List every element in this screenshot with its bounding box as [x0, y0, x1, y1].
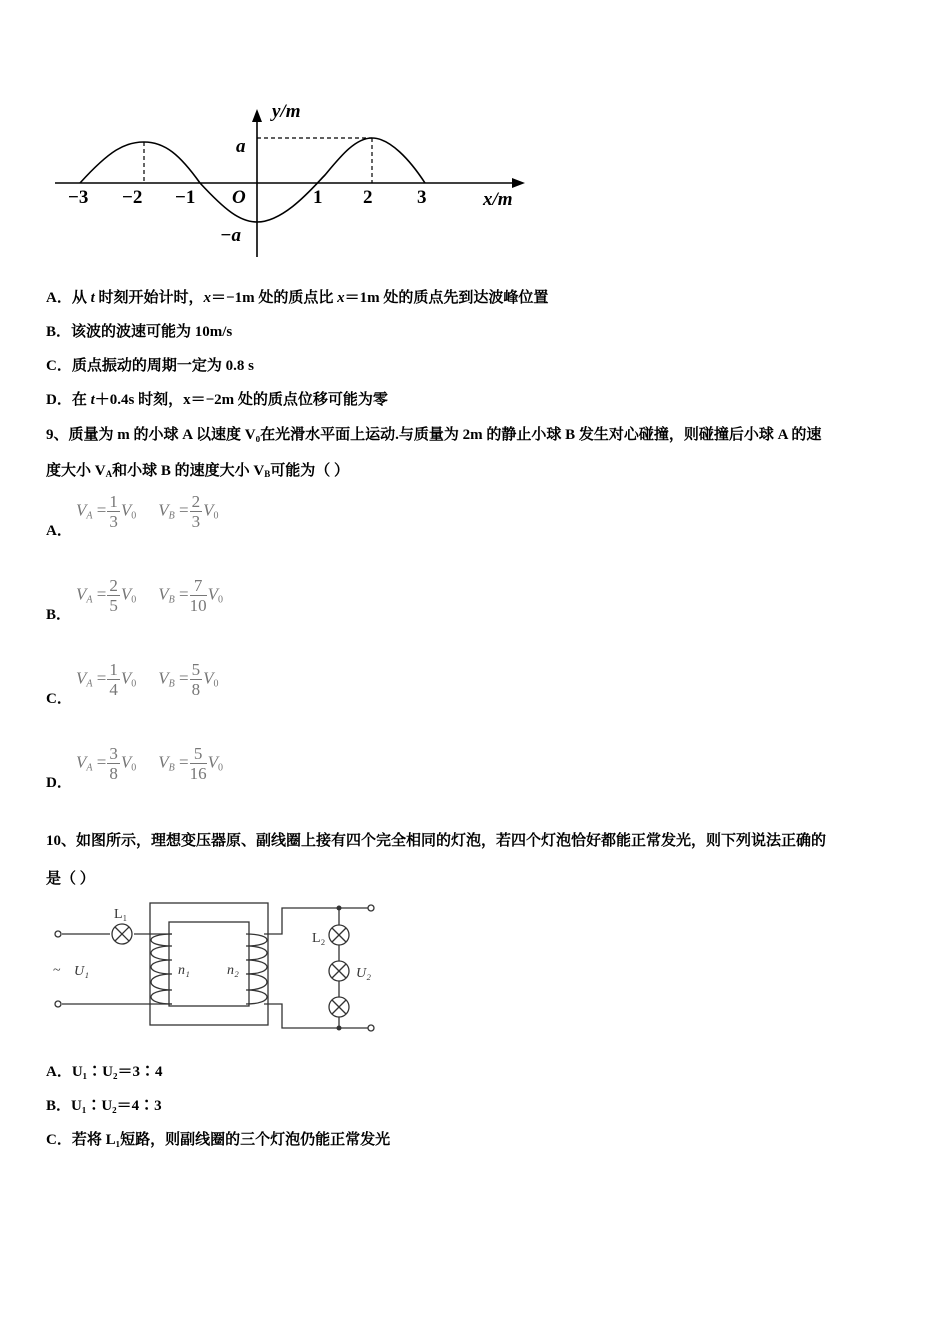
wave-graph: [40, 95, 540, 265]
terminal: [368, 1025, 374, 1031]
q9-option-c-label: C．: [46, 691, 72, 707]
n2-label: n₂: [227, 963, 239, 978]
y-axis-arrow: [252, 109, 262, 122]
q9-option-a-formula: VA = $\frac{1}{3}$ V0 VB = $\frac{2}{3}$ V0: [76, 492, 219, 531]
l1-label: L₁: [114, 907, 128, 922]
x-tick-neg1: −1: [175, 187, 196, 208]
lamp-l4-icon: [329, 997, 349, 1017]
ac-source-symbol: ~: [53, 963, 61, 978]
l2-label: L₂: [312, 931, 326, 946]
x-tick-1: 1: [313, 187, 323, 208]
neg-amplitude-label: −a: [220, 225, 242, 246]
x-axis-arrow: [512, 178, 525, 188]
lamp-l1-icon: [112, 924, 132, 944]
x-tick-2: 2: [363, 187, 373, 208]
q9-stem-line1: 9、质量为 m 的小球 A 以速度 V₀在光滑水平面上运动.与质量为 2m 的静止小球 B 发生对心碰撞，则碰撞后小球 A 的速: [46, 427, 822, 443]
q8-option-b: B．该波的波速可能为 10m/s: [46, 324, 233, 340]
q10-option-c: C．若将 L₁短路，则副线圈的三个灯泡仍能正常发光: [46, 1132, 391, 1148]
q10-option-a: A．U₁∶U₂＝3∶4: [46, 1064, 163, 1080]
y-axis-label: y/m: [272, 101, 301, 122]
q10-option-b: B．U₁∶U₂＝4∶3: [46, 1098, 162, 1114]
core-outer: [150, 903, 268, 1025]
q8-option-a: A．从 t 时刻开始计时，x＝−1m 处的质点比 x＝1m 处的质点先到达波峰位置: [46, 290, 549, 306]
q9-option-d-formula: VA = $\frac{3}{8}$ V0 VB = $\frac{5}{16}$ V0: [76, 744, 223, 783]
n1-label: n₁: [178, 963, 190, 978]
u2-label: U₂: [356, 966, 371, 981]
x-tick-neg2: −2: [122, 187, 143, 208]
q9-option-b-label: B．: [46, 607, 72, 623]
lamp-l2-icon: [329, 925, 349, 945]
q9-stem-line2: 度大小 $V_A$和小球 B 的速度大小 $V_B$可能为（ ）: [46, 463, 349, 479]
q8-option-c: C．质点振动的周期一定为 0.8 s: [46, 358, 254, 374]
terminal: [55, 1001, 61, 1007]
q9-option-c-formula: VA = $\frac{1}{4}$ V0 VB = $\frac{5}{8}$ V0: [76, 660, 219, 699]
x-axis-label: x/m: [483, 189, 513, 210]
q10-stem-line2: 是（ ）: [46, 871, 95, 887]
q10-stem-line1: 10、如图所示，理想变压器原、副线圈上接有四个完全相同的灯泡，若四个灯泡恰好都能正常发光，则下列说法正确的: [46, 833, 827, 849]
q9-option-b-formula: VA = $\frac{2}{5}$ V0 VB = $\frac{7}{10}$ V0: [76, 576, 223, 615]
q9-option-a-label: A．: [46, 523, 72, 539]
lamp-l3-icon: [329, 961, 349, 981]
u1-label: U₁: [74, 964, 89, 979]
terminal: [55, 931, 61, 937]
x-tick-neg3: −3: [68, 187, 89, 208]
wave-curve: [80, 138, 425, 222]
terminal: [368, 905, 374, 911]
origin-label: O: [232, 187, 246, 208]
amplitude-label: a: [236, 136, 246, 157]
transformer-circuit: [44, 898, 384, 1040]
q9-option-d-label: D．: [46, 775, 72, 791]
x-tick-3: 3: [417, 187, 427, 208]
q8-option-d: D．在 t＋0.4s 时刻，x＝−2m 处的质点位移可能为零: [46, 392, 388, 408]
